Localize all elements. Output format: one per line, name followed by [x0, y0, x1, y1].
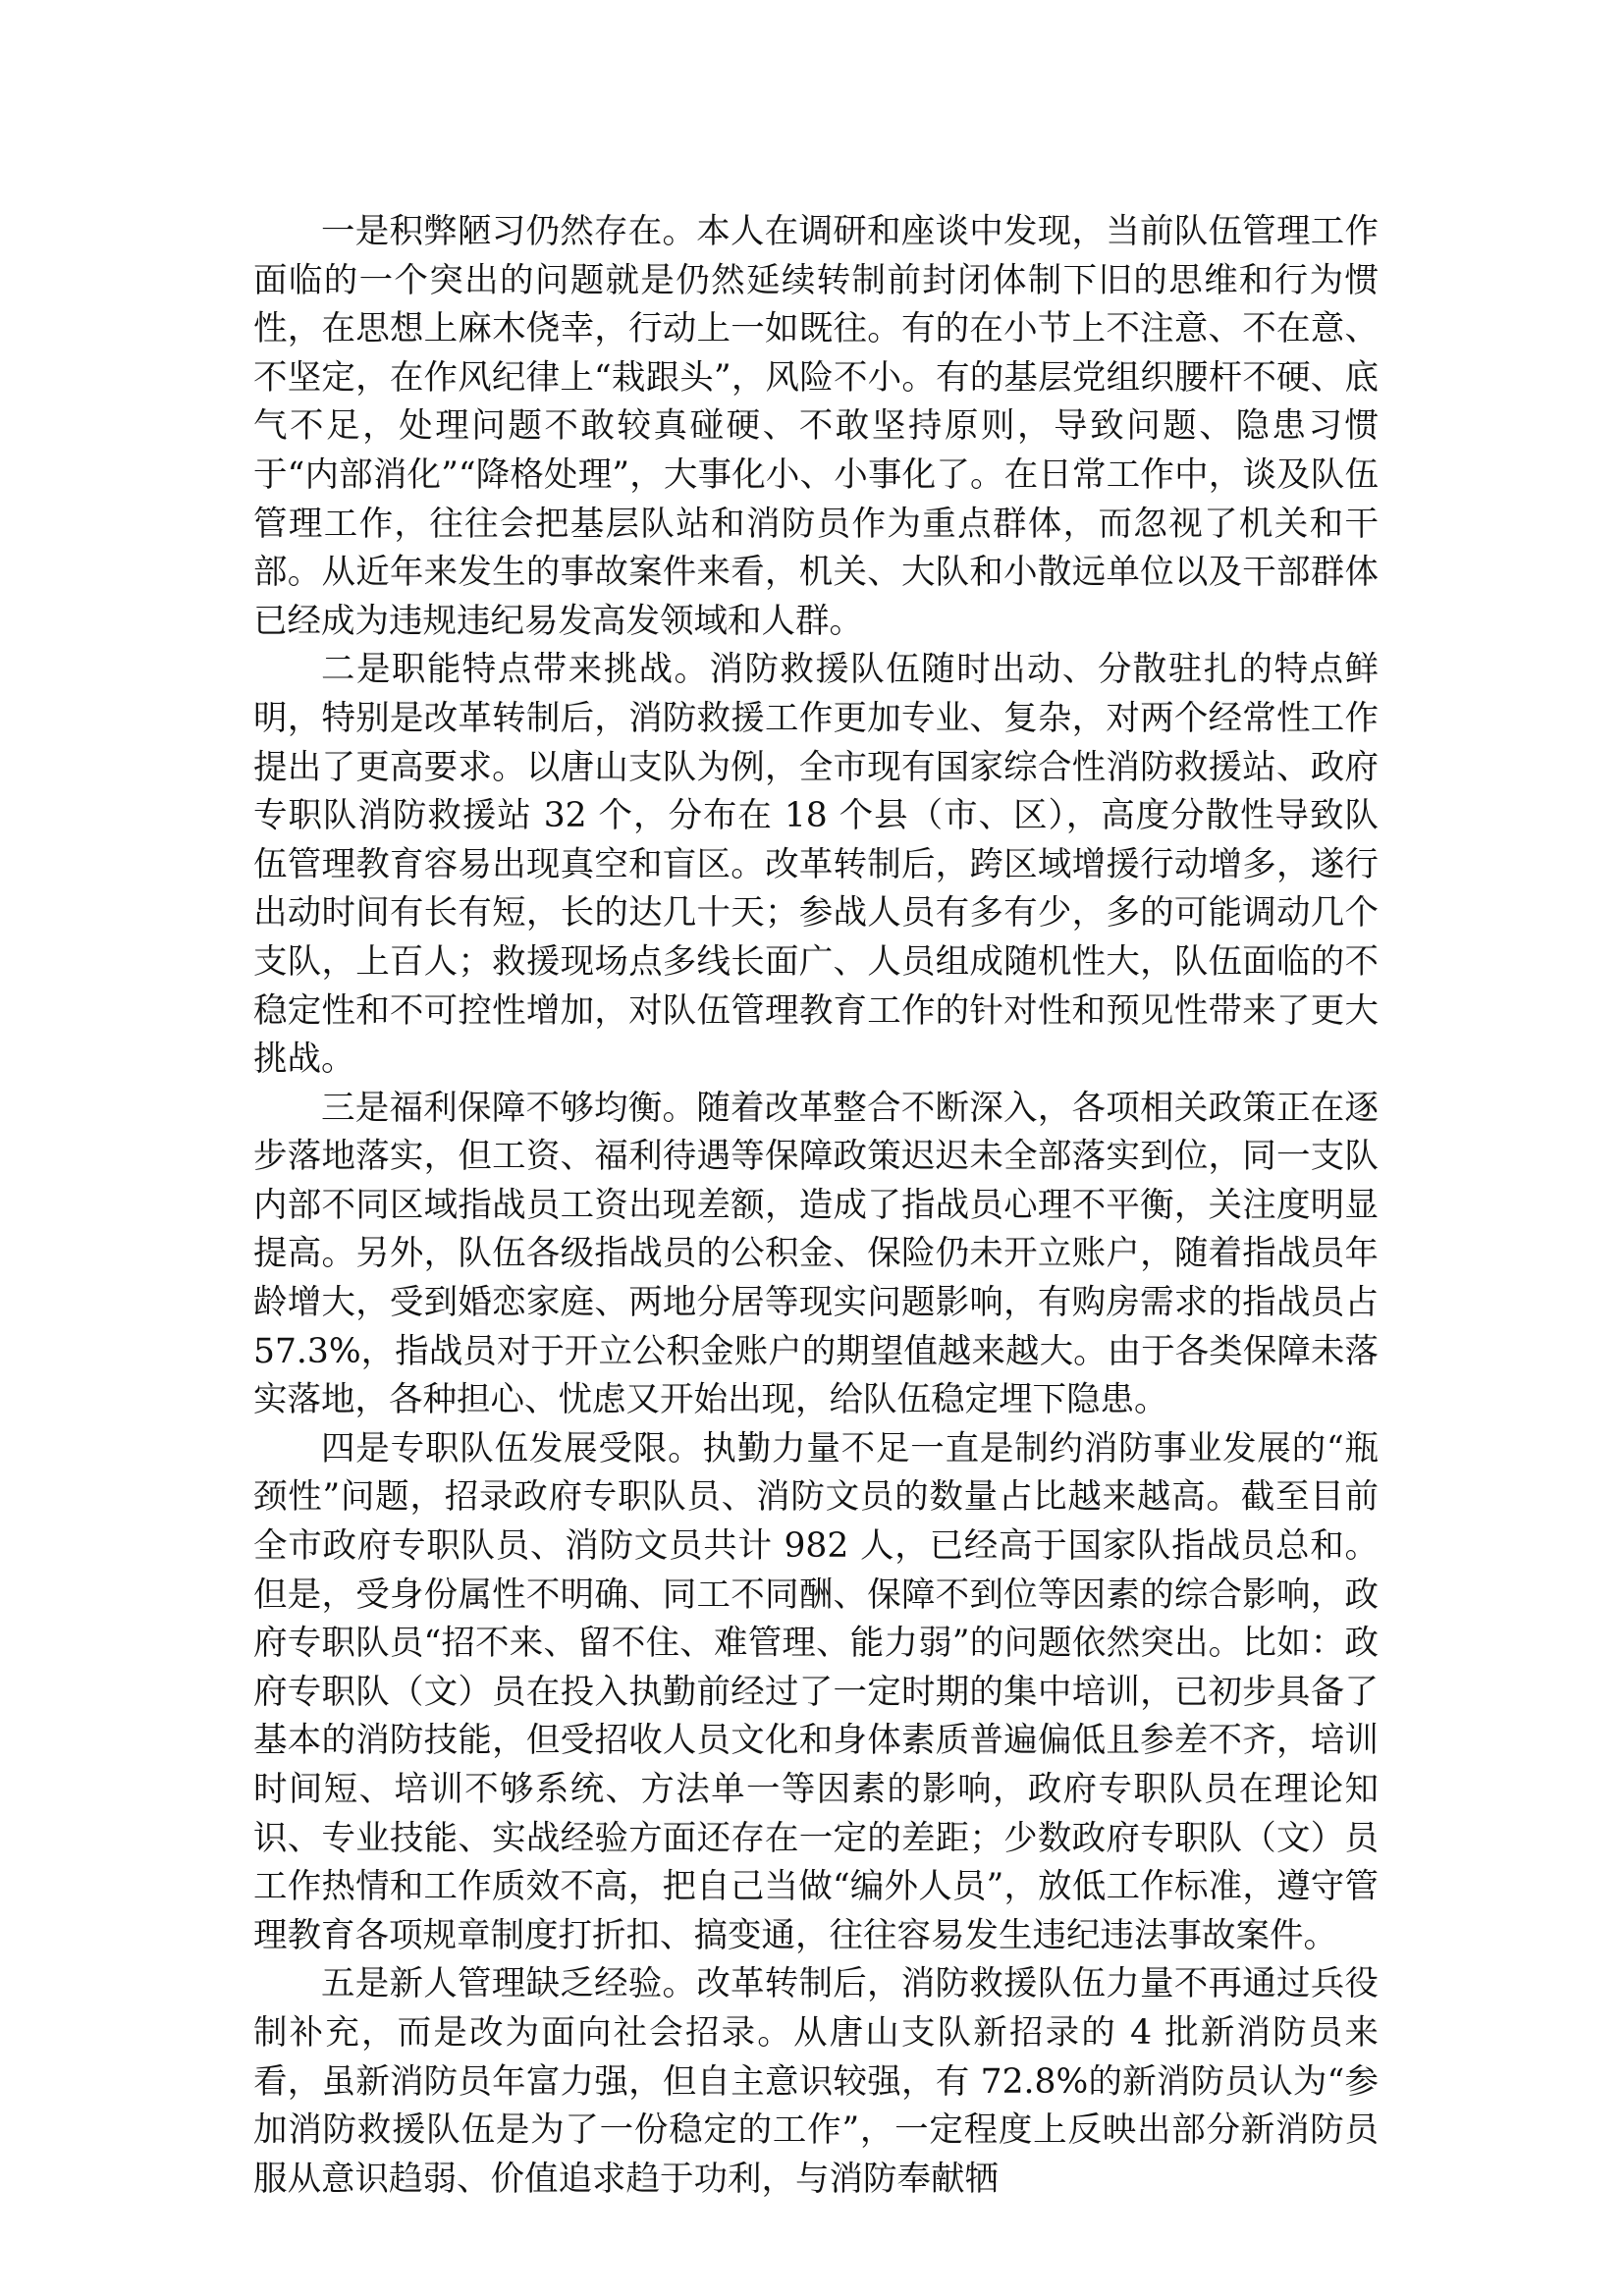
- paragraph-functional-challenges: 二是职能特点带来挑战。消防救援队伍随时出动、分散驻扎的特点鲜明，特别是改革转制后，消防救援工作更加专业、复杂，对两个经常性工作提出了更高要求。以唐山支队为例，全市现有国家综合性消防救援站、政府专职队消防救援站 32 个，分布在 18 个县（市、区），高度分散性导致队伍管理教育容易出现真空和盲区。改革转制后，跨区域增援行动增多，遂行出动时间有长有短，长的达几十天；参战人员有多有少，多的可能调动几个支队，上百人；救援现场点多线长面广、人员组成随机性大，队伍面临的不稳定性和不可控性增加，对队伍管理教育工作的针对性和预见性带来了更大挑战。: [253, 650, 1379, 1080]
- paragraph-new-recruit-management: 五是新人管理缺乏经验。改革转制后，消防救援队伍力量不再通过兵役制补充，而是改为面向社会招录。从唐山支队新招录的 4 批新消防员来看，虽新消防员年富力强，但自主意识较强，有 72.8%的新消防员认为“参加消防救援队伍是为了一份稳定的工作”，一定程度上反映出部分新消防员服从意识趋弱、价值追求趋于功利，与消防奉献牺: [253, 1964, 1379, 2199]
- paragraph-fulltime-team-limits: 四是专职队伍发展受限。执勤力量不足一直是制约消防事业发展的“瓶颈性”问题，招录政府专职队员、消防文员的数量占比越来越高。截至目前全市政府专职队员、消防文员共计 982 人，已经高于国家队指战员总和。但是，受身份属性不明确、同工不同酬、保障不到位等因素的综合影响，政府专职队员“招不来、留不住、难管理、能力弱”的问题依然突出。比如：政府专职队（文）员在投入执勤前经过了一定时期的集中培训，已初步具备了基本的消防技能，但受招收人员文化和身体素质普遍偏低且参差不齐，培训时间短、培训不够系统、方法单一等因素的影响，政府专职队员在理论知识、专业技能、实战经验方面还存在一定的差距；少数政府专职队（文）员工作热情和工作质效不高，把自己当做“编外人员”，放低工作标准，遵守管理教育各项规章制度打折扣、搞变通，往往容易发生违纪违法事故案件。: [253, 1428, 1379, 1955]
- paragraph-welfare-imbalance: 三是福利保障不够均衡。随着改革整合不断深入，各项相关政策正在逐步落地落实，但工资、福利待遇等保障政策迟迟未全部落实到位，同一支队内部不同区域指战员工资出现差额，造成了指战员心理不平衡，关注度明显提高。另外，队伍各级指战员的公积金、保险仍未开立账户，随着指战员年龄增大，受到婚恋家庭、两地分居等现实问题影响，有购房需求的指战员占 57.3%，指战员对于开立公积金账户的期望值越来越大。由于各类保障未落实落地，各种担心、忧虑又开始出现，给队伍稳定埋下隐患。: [253, 1088, 1379, 1420]
- paragraph-accumulated-bad-habits: 一是积弊陋习仍然存在。本人在调研和座谈中发现，当前队伍管理工作面临的一个突出的问题就是仍然延续转制前封闭体制下旧的思维和行为惯性，在思想上麻木侥幸，行动上一如既往。有的在小节上不注意、不在意、不坚定，在作风纪律上“栽跟头”，风险不小。有的基层党组织腰杆不硬、底气不足，处理问题不敢较真碰硬、不敢坚持原则，导致问题、隐患习惯于“内部消化”“降格处理”，大事化小、小事化了。在日常工作中，谈及队伍管理工作，往往会把基层队站和消防员作为重点群体，而忽视了机关和干部。从近年来发生的事故案件来看，机关、大队和小散远单位以及干部群体已经成为违规违纪易发高发领域和人群。: [253, 212, 1379, 641]
- document-body: [253, 208, 1379, 2204]
